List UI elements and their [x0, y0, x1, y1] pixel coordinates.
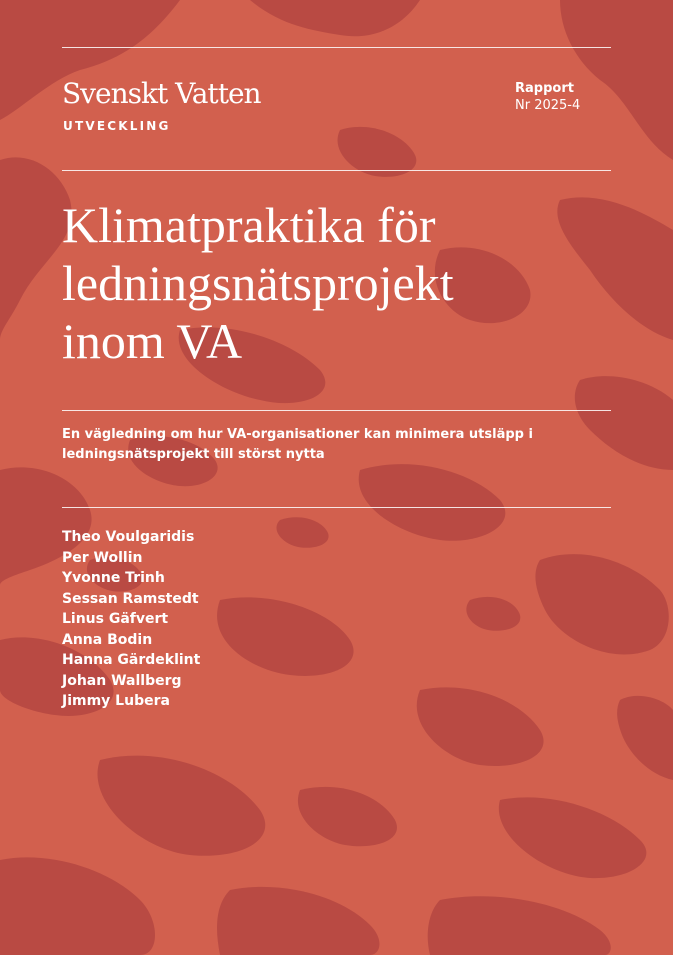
report-id	[515, 80, 580, 114]
report-subtitle	[62, 425, 602, 465]
title-line: ledningsnätsprojekt	[62, 255, 454, 311]
title-divider	[62, 410, 611, 411]
author-name: Theo Voulgaridis	[62, 529, 195, 545]
report-label: Rapport	[515, 81, 574, 96]
authors-divider	[62, 507, 611, 508]
subtitle-line: En vägledning om hur VA-organisationer kan minimera utsläpp i	[62, 427, 533, 442]
author-name: Linus Gäfvert	[62, 611, 169, 627]
author-name: Anna Bodin	[62, 631, 153, 648]
subtitle-line: ledningsnätsprojekt till störst nytta	[62, 447, 325, 462]
top-divider	[62, 47, 611, 48]
title-line: Klimatpraktika för	[62, 197, 436, 253]
author-name: Jimmy Lubera	[62, 693, 170, 709]
author-name: Yvonne Trinh	[62, 570, 165, 586]
report-title	[62, 196, 622, 370]
author-name: Per Wollin	[62, 549, 143, 566]
author-list	[62, 527, 200, 712]
author-name: Sessan Ramstedt	[62, 590, 199, 607]
report-number: Nr 2025-4	[515, 98, 581, 113]
author-name: Hanna Gärdeklint	[62, 652, 201, 668]
title-line: inom VA	[62, 313, 243, 369]
svenskt-vatten-logo: Svenskt Vatten	[62, 77, 261, 110]
author-name: Johan Wallberg	[62, 672, 182, 689]
logo-subtitle: UTVECKLING	[63, 119, 171, 133]
header-divider	[62, 170, 611, 171]
